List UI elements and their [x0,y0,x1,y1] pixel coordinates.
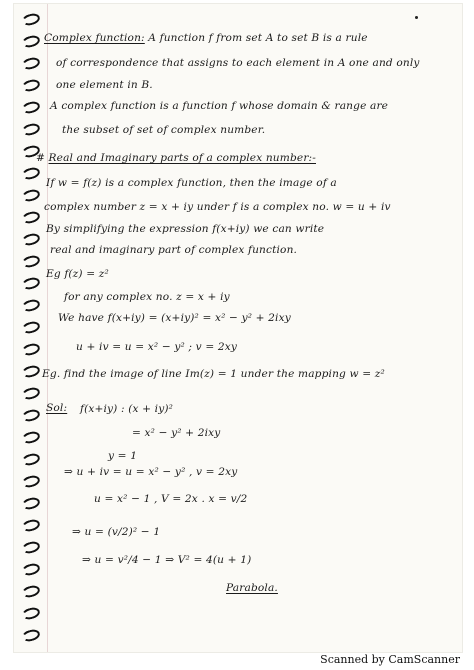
example-1-line-1: Eg f(z) = z² [46,268,109,280]
section-line-3: By simplifying the expression f(x+iy) we can write [46,223,325,235]
binding-ring [21,188,41,203]
margin-line [47,4,48,652]
binding-ring [21,496,41,511]
binding-ring [21,210,41,225]
definition-line-4: A complex function is a function f whose domain & range are [50,100,389,112]
section-title: Real and Imaginary parts of a complex number:- [48,152,316,164]
example-1-line-4: u + iv = u = x² − y² ; v = 2xy [76,341,238,353]
scanner-watermark: Scanned by CamScanner [320,653,460,666]
binding-ring [21,518,41,533]
example-1-line-2: for any complex no. z = x + iy [64,291,230,303]
example-1-line-3: We have f(x+iy) = (x+iy)² = x² − y² + 2ixy [58,312,291,324]
notebook-page [14,4,462,652]
section-line-1: If w = f(z) is a complex function, then the image of a [46,177,337,189]
solution-label-line [46,402,67,414]
solution-line-4: ⇒ u + iv = u = x² − y² , v = 2xy [64,466,238,478]
binding-ring [21,232,41,247]
binding-ring [21,562,41,577]
solution-label: Sol: [46,402,68,414]
binding-ring [21,254,41,269]
binding-ring [21,606,41,621]
binding-ring [21,100,41,115]
binding-ring [21,584,41,599]
binding-ring [21,320,41,335]
example-2-line-1: Eg. find the image of line Im(z) = 1 under the mapping w = z² [42,368,385,380]
binding-ring [21,474,41,489]
definition-line-1 [44,32,368,44]
ink-dot [415,16,418,19]
binding-ring [21,342,41,357]
binding-ring [21,430,41,445]
solution-line-2: = x² − y² + 2ixy [132,427,221,439]
definition-line-2: of correspondence that assigns to each element in A one and only [56,57,420,69]
binding-ring [21,34,41,49]
spiral-binding [14,4,44,652]
binding-ring [21,408,41,423]
solution-line-7: ⇒ u = v²/4 − 1 ⇒ V² = 4(u + 1) [82,554,252,566]
solution-line-1: f(x+iy) : (x + iy)² [80,403,174,415]
hash-mark: # [36,152,49,164]
conclusion-parabola: Parabola. [226,582,278,594]
binding-ring [21,56,41,71]
solution-line-6: ⇒ u = (v/2)² − 1 [72,526,161,538]
solution-line-5: u = x² − 1 , V = 2x . x = v/2 [94,493,248,505]
binding-ring [21,540,41,555]
binding-ring [21,12,41,27]
definition-line-5: the subset of set of complex number. [62,124,266,136]
section-line-2: complex number z = x + iy under f is a complex no. w = u + iv [44,201,391,213]
binding-ring [21,628,41,643]
solution-line-3: y = 1 [108,450,138,462]
binding-ring [21,166,41,181]
binding-ring [21,386,41,401]
heading-complex-function: Complex function: [44,32,145,44]
binding-ring [21,452,41,467]
binding-ring [21,78,41,93]
binding-ring [21,364,41,379]
binding-ring [21,298,41,313]
binding-ring [21,276,41,291]
binding-ring [21,122,41,137]
conclusion-line [226,582,278,594]
section-heading [36,152,316,164]
section-line-4: real and imaginary part of complex function. [50,244,298,256]
definition-text-1: A function f from set A to set B is a rule [144,32,368,44]
definition-line-3: one element in B. [56,79,153,91]
